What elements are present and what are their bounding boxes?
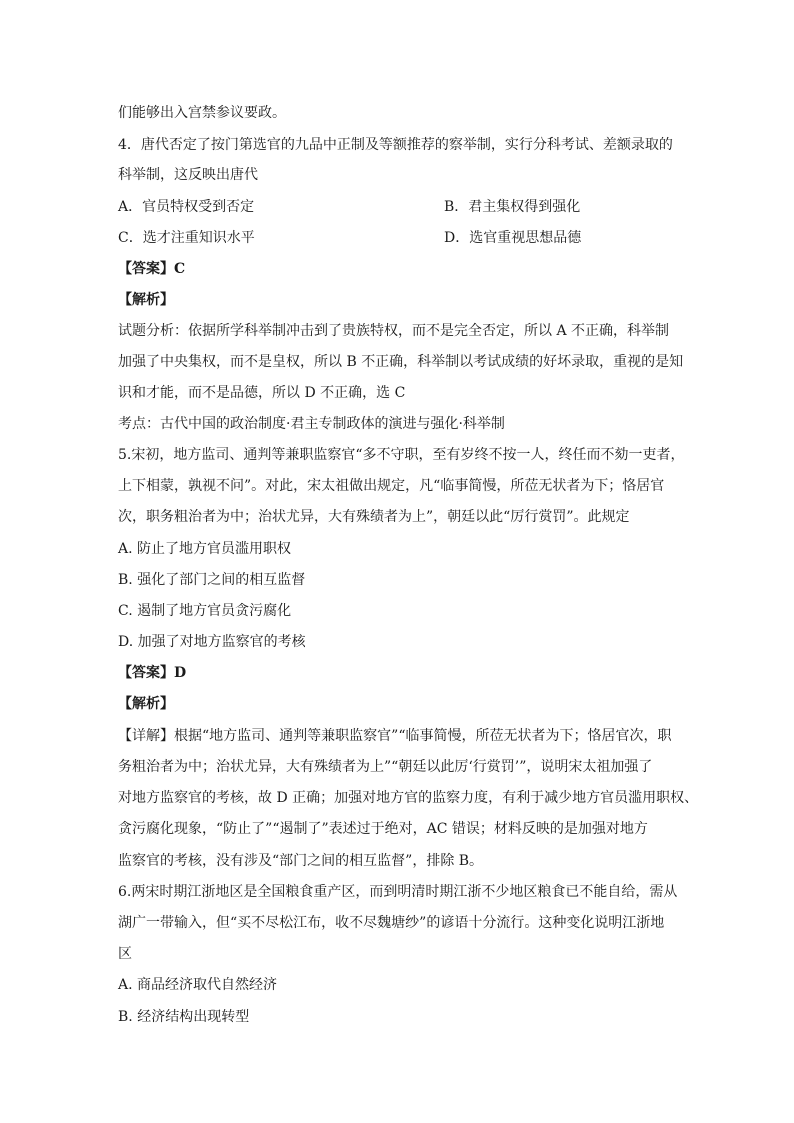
q5-option-a: A. 防止了地方官员滥用职权 <box>118 541 292 557</box>
q5-stem-line: 次，职务粗治者为中；治状尤异，大有殊绩者为上”，朝廷以此“厉行赏罚”。此规定 <box>118 509 630 525</box>
q4-analysis-label: 【解析】 <box>118 292 174 308</box>
q4-analysis-line: 识和才能，而不是品德，所以 D 不正确，选 C <box>118 385 406 401</box>
q4-stem-line: 4．唐代否定了按门第选官的九品中正制及等额推荐的察举制，实行分科考试、差额录取的 <box>118 137 673 153</box>
q5-detail-line: 务粗治者为中；治状尤异，大有殊绩者为上”“朝廷以此厉‘行赏罚’”，说明宋太祖加强了 <box>118 759 653 775</box>
q4-answer: 【答案】C <box>118 261 186 277</box>
q5-stem-line: 上下相蒙，孰视不问”。对此，宋太祖做出规定，凡“临事简慢，所莅无状者为下；恪居官 <box>118 478 665 494</box>
q5-option-c: C. 遏制了地方官员贪污腐化 <box>118 603 292 619</box>
q5-detail-line: 贪污腐化现象，“防止了”“遏制了”表述过于绝对，AC 错误；材料反映的是加强对地方 <box>118 821 648 837</box>
q4-option-a: A．官员特权受到否定 <box>118 199 255 215</box>
q5-detail-line: 监察官的考核，没有涉及“部门之间的相互监督”，排除 B。 <box>118 853 484 869</box>
q6-stem-line: 区 <box>118 946 132 962</box>
q5-detail-line: 【详解】根据“地方监司、通判等兼职监察官”“临事简慢，所莅无状者为下；恪居官次，职 <box>118 728 672 744</box>
q4-option-d: D．选官重视思想品德 <box>444 230 582 246</box>
q5-stem-line: 5.宋初，地方监司、通判等兼职监察官“多不守职，至有岁终不按一人，终任而不劾一吏者， <box>118 447 685 463</box>
q4-kaodian: 考点：古代中国的政治制度·君主专制政体的演进与强化·科举制 <box>118 416 505 432</box>
q6-option-a: A. 商品经济取代自然经济 <box>118 977 278 993</box>
q5-option-b: B. 强化了部门之间的相互监督 <box>118 572 306 588</box>
q6-stem-line: 6.两宋时期江浙地区是全国粮食重产区，而到明清时期江浙不少地区粮食已不能自给，需从 <box>118 884 678 900</box>
q6-stem-line: 湖广一带输入，但“买不尽松江布，收不尽魏塘纱”的谚语十分流行。这种变化说明江浙地 <box>118 915 665 931</box>
q6-option-b: B. 经济结构出现转型 <box>118 1009 250 1025</box>
q3-tail-text: 们能够出入宫禁参议要政。 <box>118 105 286 121</box>
q4-stem-line: 科举制，这反映出唐代 <box>118 167 258 183</box>
q4-analysis-line: 试题分析：依据所学科举制冲击到了贵族特权，而不是完全否定，所以 A 不正确，科举制 <box>118 323 670 339</box>
q4-option-c: C．选才注重知识水平 <box>118 230 255 246</box>
q4-option-b: B．君主集权得到强化 <box>444 199 581 215</box>
q4-analysis-line: 加强了中央集权，而不是皇权，所以 B 不正确，科举制以考试成绩的好坏录取，重视的是知 <box>118 354 684 370</box>
q5-analysis-label: 【解析】 <box>118 696 174 712</box>
q5-answer: 【答案】D <box>118 665 187 681</box>
q5-option-d: D. 加强了对地方监察官的考核 <box>118 634 306 650</box>
q5-detail-line: 对地方监察官的考核，故 D 正确；加强对地方官的监察力度，有利于减少地方官员滥用职权、 <box>118 790 699 806</box>
